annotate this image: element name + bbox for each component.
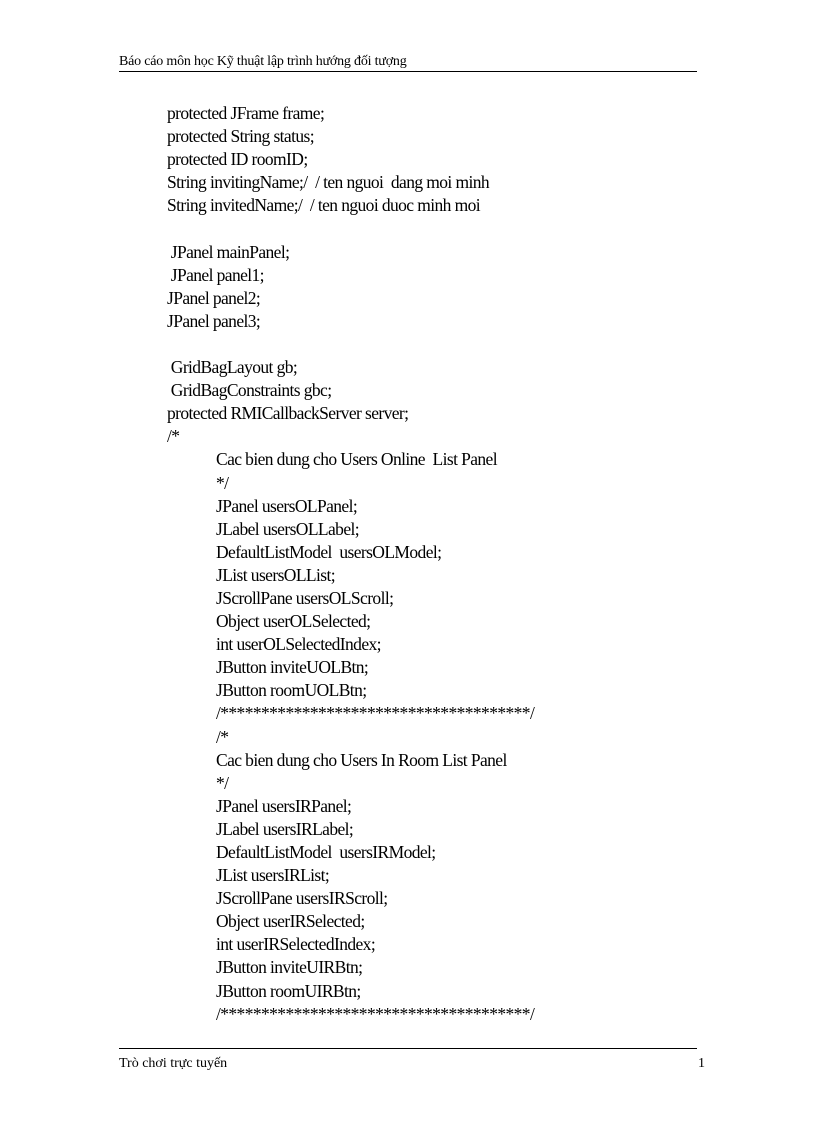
code-line: JLabel usersIRLabel; xyxy=(216,818,354,839)
code-line xyxy=(0,217,816,240)
code-line: JPanel usersIRPanel; xyxy=(216,795,352,816)
page-header xyxy=(119,53,697,72)
code-line: GridBagConstraints gbc; xyxy=(167,380,332,401)
code-line: protected ID roomID; xyxy=(167,149,308,170)
code-line: String invitingName;/ / ten nguoi dang moi minh xyxy=(167,172,490,193)
code-line: Object userOLSelected; xyxy=(216,611,371,632)
code-listing xyxy=(0,102,816,1026)
code-line: /**************************************/ xyxy=(216,1003,535,1024)
code-line: Cac bien dung cho Users Online List Panel xyxy=(216,449,497,470)
code-line: JList usersOLList; xyxy=(216,564,335,585)
code-line: JPanel panel2; xyxy=(167,287,261,308)
code-line: DefaultListModel usersOLModel; xyxy=(216,541,442,562)
code-line: GridBagLayout gb; xyxy=(167,357,298,378)
code-line: JButton roomUOLBtn; xyxy=(216,680,367,701)
code-line: int userOLSelectedIndex; xyxy=(216,634,381,655)
code-line: DefaultListModel usersIRModel; xyxy=(216,842,436,862)
code-line: JButton roomUIRBtn; xyxy=(216,980,361,1001)
code-line: JPanel usersOLPanel; xyxy=(216,495,358,516)
code-line: /* xyxy=(216,726,229,747)
code-line: JPanel panel1; xyxy=(167,264,264,285)
code-line: protected RMICallbackServer server; xyxy=(167,403,409,424)
code-line: protected String status; xyxy=(167,126,314,147)
header-title: Báo cáo môn học Kỹ thuật lập trình hướng đối tượng xyxy=(119,54,407,69)
page-footer xyxy=(119,1048,705,1073)
code-line: /**************************************/ xyxy=(216,703,535,724)
code-line: JPanel panel3; xyxy=(167,310,261,331)
code-line: JLabel usersOLLabel; xyxy=(216,518,360,539)
page-number: 1 xyxy=(698,1056,705,1071)
code-line: Object userIRSelected; xyxy=(216,911,365,932)
code-line: JPanel mainPanel; xyxy=(167,241,290,262)
code-line: JScrollPane usersIRScroll; xyxy=(216,888,388,909)
footer-title: Trò chơi trực tuyến xyxy=(119,1056,228,1071)
code-line: String invitedName;/ / ten nguoi duoc minh moi xyxy=(167,195,481,216)
code-line: */ xyxy=(216,772,229,793)
code-line: Cac bien dung cho Users In Room List Panel xyxy=(216,749,507,770)
code-line: JScrollPane usersOLScroll; xyxy=(216,587,394,608)
code-line: int userIRSelectedIndex; xyxy=(216,934,376,955)
code-line xyxy=(0,333,816,356)
code-line: JList usersIRList; xyxy=(216,865,330,886)
code-line: JButton inviteUOLBtn; xyxy=(216,657,369,678)
code-line: */ xyxy=(216,472,229,493)
code-line: protected JFrame frame; xyxy=(167,103,325,123)
code-line: /* xyxy=(167,426,180,447)
code-line: JButton inviteUIRBtn; xyxy=(216,957,363,978)
